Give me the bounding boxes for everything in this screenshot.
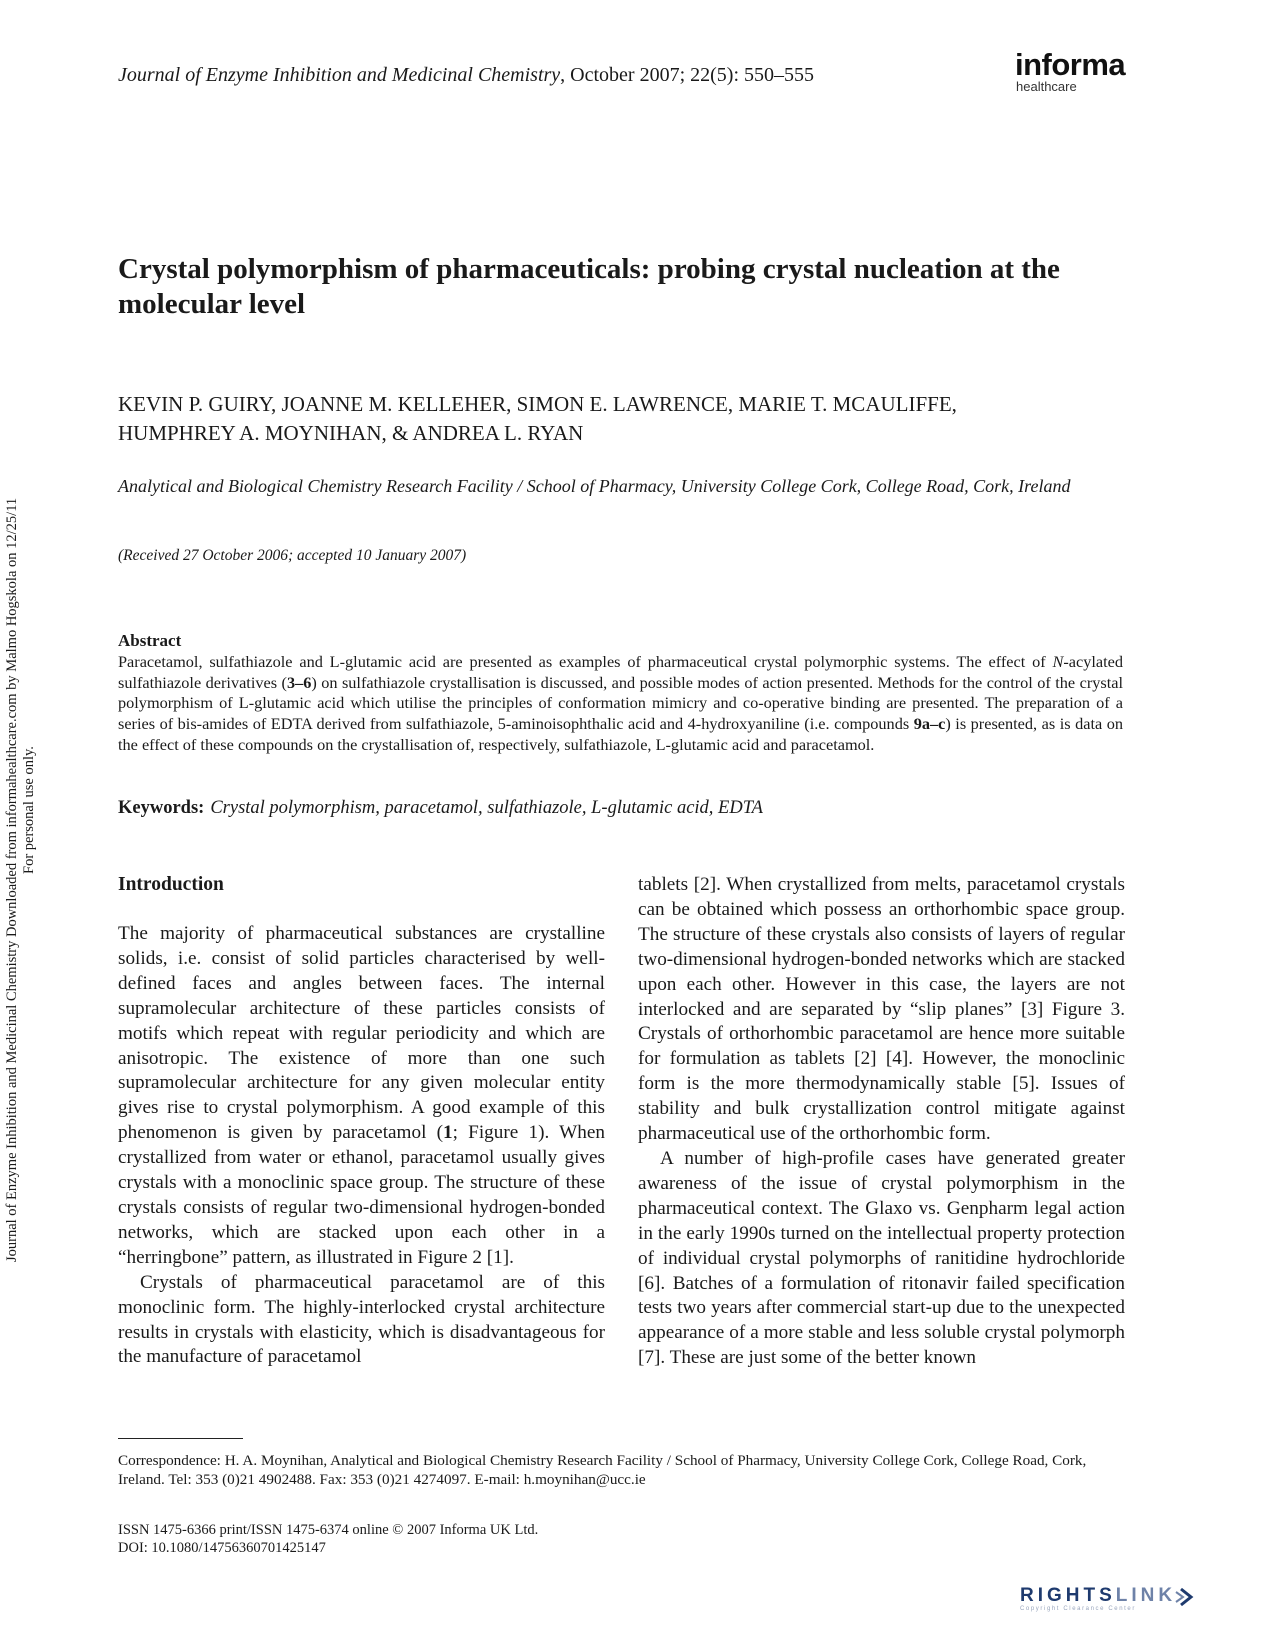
footnote-divider	[118, 1438, 243, 1439]
introduction-heading: Introduction	[118, 874, 224, 895]
authors-line-1: KEVIN P. GUIRY, JOANNE M. KELLEHER, SIMON E. LAWRENCE, MARIE T. MCAULIFFE,	[118, 392, 957, 416]
left-column	[118, 873, 605, 1370]
publication-info	[118, 1521, 538, 1557]
authors-line-2: HUMPHREY A. MOYNIHAN, & ANDREA L. RYAN	[118, 421, 584, 445]
article-title: Crystal polymorphism of pharmaceuticals: probing crystal nucleation at the molecular level	[118, 253, 1060, 320]
abstract-body: Paracetamol, sulfathiazole and L-glutamic acid are presented as examples of pharmaceutical crystal polymorphic systems. The effect of N-acylated sulfathiazole derivatives (3–6) on sulfathiazole crystallisation is discussed, and possible modes of action presented. Methods for the control of the crystal polymorphism of L-glutamic acid which utilise the principles of conformation mimicry and co-operative binding are presented. The preparation of a series of bis-amides of EDTA derived from sulfathiazole, 5-aminoisophthalic acid and 4-hydroxyaniline (i.e. compounds 9a–c) is presented, as is data on the effect of these compounds on the crystallisation of, respectively, sulfathiazole, L-glutamic acid and paracetamol.	[118, 652, 1124, 754]
right-column	[638, 873, 1125, 1371]
intro-paragraph-2: Crystals of pharmaceutical paracetamol are of this monoclinic form. The highly-interlocked crystal architecture results in crystals with elasticity, which is disadvantageous for the manufacture of paracetamol	[118, 1271, 605, 1368]
issn-line: ISSN 1475-6366 print/ISSN 1475-6374 online © 2007 Informa UK Ltd.	[118, 1522, 539, 1538]
intro-paragraph-4: A number of high-profile cases have generated greater awareness of the issue of crystal polymorphism in the pharmaceutical context. The Glaxo vs. Genpharm legal action in the early 1990s turned on the intellectual property protection of individual crystal polymorphs of ranitidine hydrochloride [6]. Batches of a formulation of ritonavir failed specification tests two years after commercial start-up due to the unexpected appearance of a more stable and less soluble crystal polymorph [7]. These are just some of the better known	[638, 1147, 1125, 1369]
rightslink-arrow-icon	[1174, 1586, 1196, 1608]
logo-word: informa	[1015, 47, 1126, 82]
abstract-heading: Abstract	[118, 631, 182, 650]
logo-subtitle: healthcare	[1016, 79, 1077, 94]
keywords-text: Crystal polymorphism, paracetamol, sulfathiazole, L-glutamic acid, EDTA	[210, 798, 763, 818]
journal-name: Journal of Enzyme Inhibition and Medicinal Chemistry	[118, 64, 561, 86]
abstract-section	[118, 630, 1123, 756]
keywords	[118, 798, 763, 819]
watermark-line-2: For personal use only.	[21, 746, 37, 874]
watermark-line-1: Journal of Enzyme Inhibition and Medicinal Chemistry Downloaded from informahealthcare.com by Malmo Hogskola on 12/25/11	[4, 497, 20, 1262]
affiliation: Analytical and Biological Chemistry Research Facility / School of Pharmacy, University College Cork, College Road, Cork, Ireland	[118, 476, 1071, 496]
correspondence-note: Correspondence: H. A. Moynihan, Analytical and Biological Chemistry Research Facility / School of Pharmacy, University College Cork, College Road, Cork, Ireland. Tel: 353 (0)21 4902488. Fax: 353 (0)21 4274097. E-mail: h.moynihan@ucc.ie	[118, 1452, 1087, 1488]
intro-paragraph-1: The majority of pharmaceutical substances are crystalline solids, i.e. consist of solid particles characterised by well-defined faces and angles between faces. The internal supramolecular architecture of these particles consists of motifs which repeat with regular periodicity and which are anisotropic. The existence of more than one such supramolecular architecture for any given molecular entity gives rise to crystal polymorphism. A good example of this phenomenon is given by paracetamol (1; Figure 1). When crystallized from water or ethanol, paracetamol usually gives crystals with a monoclinic space group. The structure of these crystals consists of regular two-dimensional hydrogen-bonded networks, which are stacked upon each other in a “herringbone” pattern, as illustrated in Figure 2 [1].	[118, 923, 605, 1268]
journal-issue: , October 2007; 22(5): 550–555	[560, 64, 815, 86]
author-list	[118, 390, 1128, 448]
publisher-logo	[1015, 47, 1126, 94]
rightslink-logo	[1020, 1585, 1196, 1612]
rightslink-subtitle: Copyright Clearance Center	[1020, 1605, 1136, 1612]
intro-paragraph-3: tablets [2]. When crystallized from melts, paracetamol crystals can be obtained which possess an orthorhombic space group. The structure of these crystals also consists of layers of regular two-dimensional hydrogen-bonded networks which are stacked upon each other. However in this case, the layers are not interlocked and are separated by “slip planes” [3] Figure 3. Crystals of orthorhombic paracetamol are hence more suitable for formulation as tablets [2] [4]. However, the monoclinic form is the more thermodynamically stable [5]. Issues of stability and bulk crystallization control mitigate against pharmaceutical use of the orthorhombic form.	[638, 874, 1125, 1145]
keywords-label: Keywords:	[118, 798, 205, 818]
doi-line: DOI: 10.1080/14756360701425147	[118, 1540, 326, 1556]
rightslink-wordmark: RIGHTSLINK	[1020, 1585, 1177, 1606]
journal-citation	[118, 64, 814, 87]
received-dates: (Received 27 October 2006; accepted 10 January 2007)	[118, 547, 467, 564]
